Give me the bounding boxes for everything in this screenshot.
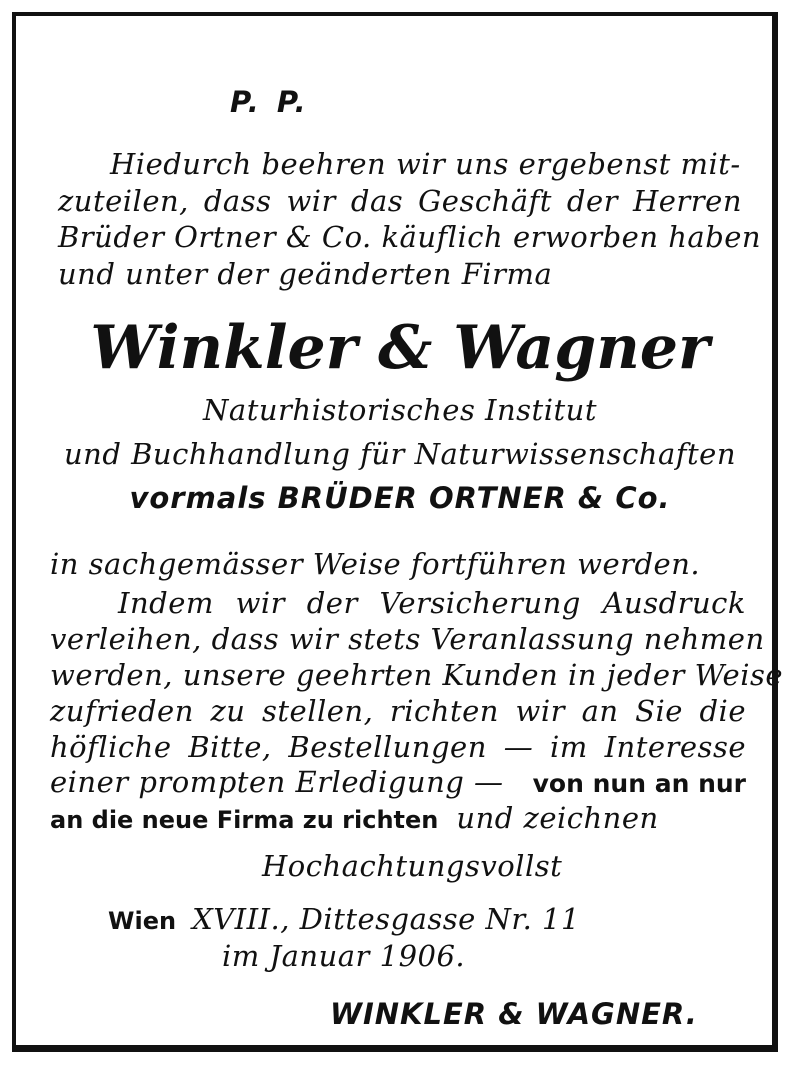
body-line-7 [50, 765, 746, 799]
body-line-4: werden, unsere geehrten Kunden in jeder Weise [50, 658, 784, 692]
closing: Hochachtungsvollst [262, 849, 563, 883]
address-line [108, 902, 580, 936]
body-line-3: verleihen, dass wir stets Veranlassung nehmen [50, 622, 765, 656]
body-line-8 [50, 801, 659, 835]
company-subtitle-1: Naturhistorisches Institut [203, 393, 597, 427]
body-line-8-bold: an die neue Firma zu richten [50, 806, 439, 834]
body-line-7-bold: von nun an nur [532, 769, 746, 798]
body-line-5: zufrieden zu stellen, richten wir an Sie die [50, 694, 746, 728]
body-line-2: Indem wir der Versicherung Ausdruck [118, 586, 746, 620]
body-line-7-script: einer prompten Erledigung — [50, 765, 504, 799]
body-line-8-script: und zeichnen [456, 801, 659, 835]
company-formerly: vormals BRÜDER ORTNER & Co. [129, 481, 671, 515]
body-line-1: in sachgemässer Weise fortführen werden. [50, 547, 701, 581]
intro-line-1: Hiedurch beehren wir uns ergebenst mit- [110, 147, 741, 181]
greeting: P. P. [230, 85, 310, 119]
intro-line-3: Brüder Ortner & Co. käuflich erworben haben [58, 220, 762, 254]
intro-line-2: zuteilen, dass wir das Geschäft der Herren [58, 184, 742, 218]
body-line-6: höfliche Bitte, Bestellungen — im Interesse [50, 730, 746, 764]
company-name: Winkler & Wagner [90, 313, 710, 383]
address-date: im Januar 1906. [222, 939, 466, 973]
address-city: Wien [108, 907, 177, 935]
address-street: XVIII., Dittesgasse Nr. 11 [192, 902, 580, 936]
intro-line-4: und unter der geänderten Firma [58, 257, 553, 291]
company-subtitle-2: und Buchhandlung für Naturwissenschaften [63, 437, 737, 471]
signature: WINKLER & WAGNER. [330, 997, 698, 1031]
